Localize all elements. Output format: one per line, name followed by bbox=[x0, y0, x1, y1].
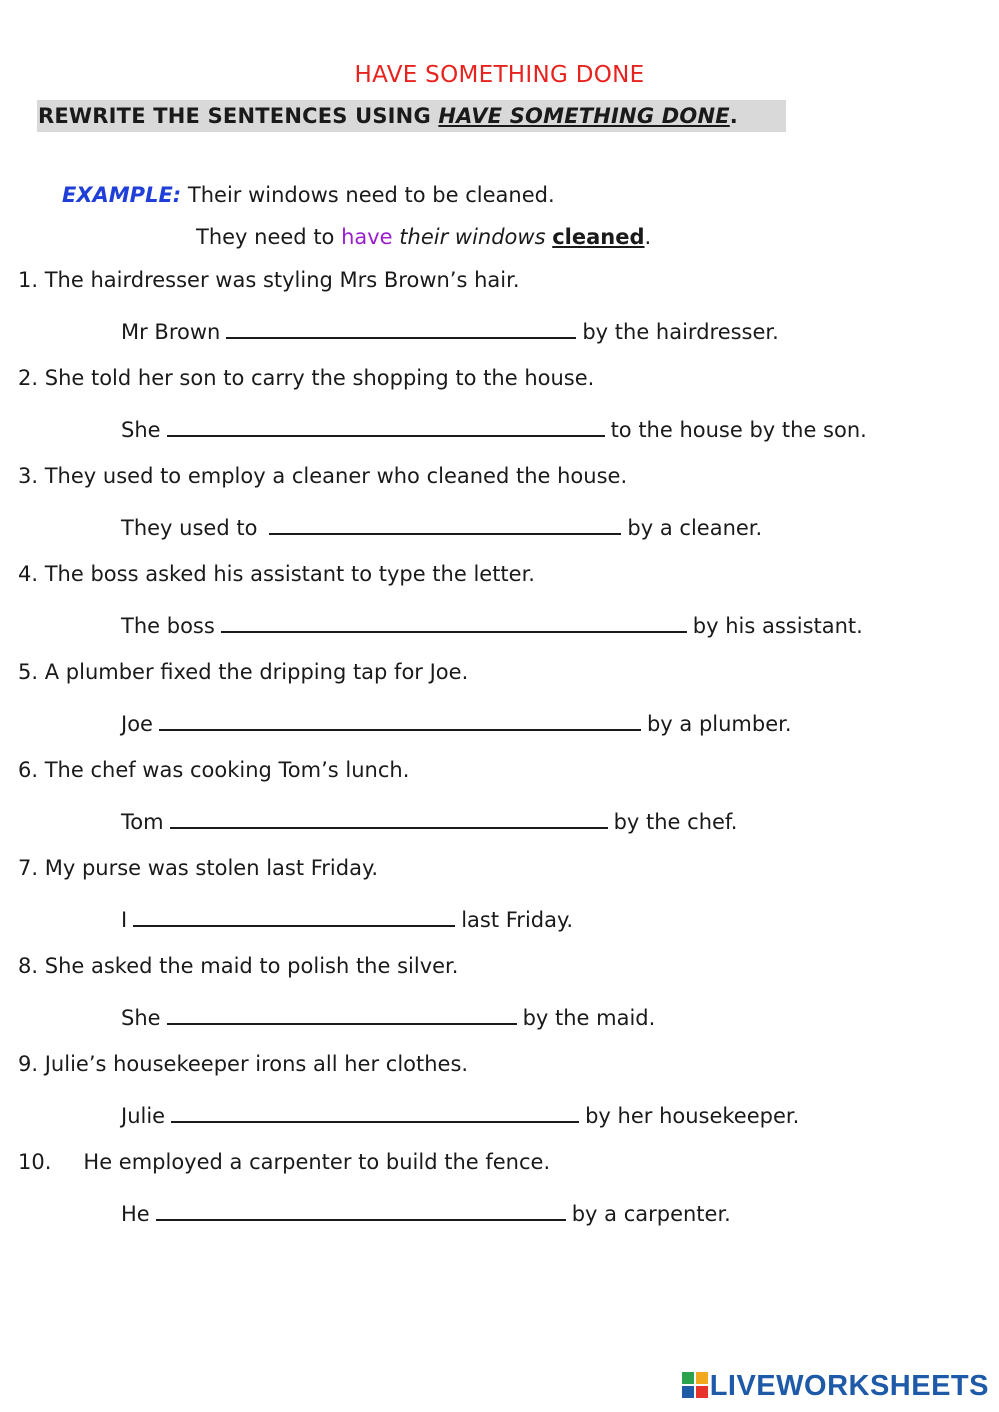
answer-start: She bbox=[121, 1006, 161, 1030]
instruction-suffix: . bbox=[729, 104, 738, 128]
item-3 bbox=[18, 464, 627, 488]
instruction bbox=[38, 104, 738, 128]
item-number: 8. bbox=[18, 954, 39, 978]
item-1 bbox=[18, 268, 520, 292]
item-6 bbox=[18, 758, 409, 782]
item-10 bbox=[18, 1150, 550, 1174]
example-label: EXAMPLE: bbox=[62, 183, 182, 207]
answer-blank[interactable] bbox=[159, 709, 641, 731]
answer-blank[interactable] bbox=[133, 905, 455, 927]
answer-blank[interactable] bbox=[221, 611, 687, 633]
answer-start: Tom bbox=[121, 810, 164, 834]
answer-end: by the chef. bbox=[613, 810, 738, 834]
answer-blank[interactable] bbox=[156, 1199, 566, 1221]
instruction-emphasis: HAVE SOMETHING DONE bbox=[438, 104, 730, 128]
answer-start: He bbox=[121, 1202, 150, 1226]
instruction-prefix: REWRITE THE SENTENCES USING bbox=[38, 104, 439, 128]
answer-end: by her housekeeper. bbox=[585, 1104, 800, 1128]
footer-brand bbox=[682, 1370, 989, 1403]
item-sentence: Julie’s housekeeper irons all her clothes. bbox=[44, 1052, 469, 1076]
example-answer-part2: their windows bbox=[399, 225, 546, 249]
item-4 bbox=[18, 562, 535, 586]
item-5 bbox=[18, 660, 468, 684]
item-number: 10. bbox=[18, 1150, 52, 1174]
answer-end: by the hairdresser. bbox=[582, 320, 779, 344]
answer-end: by a carpenter. bbox=[571, 1202, 731, 1226]
answer-blank[interactable] bbox=[269, 513, 621, 535]
example-answer-part3: cleaned bbox=[552, 225, 645, 249]
item-sentence: A plumber fixed the dripping tap for Joe. bbox=[44, 660, 469, 684]
example-answer-end: . bbox=[644, 225, 652, 249]
answer-row-1 bbox=[121, 317, 779, 344]
item-number: 4. bbox=[18, 562, 39, 586]
answer-row-9 bbox=[121, 1101, 799, 1128]
item-number: 3. bbox=[18, 464, 39, 488]
item-sentence: She told her son to carry the shopping to the house. bbox=[44, 366, 595, 390]
item-number: 2. bbox=[18, 366, 39, 390]
answer-blank[interactable] bbox=[170, 807, 608, 829]
answer-start: Julie bbox=[121, 1104, 166, 1128]
answer-end: by a plumber. bbox=[646, 712, 792, 736]
answer-end: last Friday. bbox=[461, 908, 574, 932]
item-2 bbox=[18, 366, 594, 390]
item-number: 9. bbox=[18, 1052, 39, 1076]
item-number: 6. bbox=[18, 758, 39, 782]
answer-row-2 bbox=[121, 415, 867, 442]
example-line bbox=[62, 183, 555, 207]
example-answer bbox=[196, 225, 651, 249]
answer-start: The boss bbox=[121, 614, 215, 638]
footer-brand-text: LIVEWORKSHEETS bbox=[709, 1370, 989, 1402]
answer-row-8 bbox=[121, 1003, 655, 1030]
item-sentence: My purse was stolen last Friday. bbox=[44, 856, 379, 880]
answer-row-6 bbox=[121, 807, 737, 834]
answer-blank[interactable] bbox=[167, 1003, 517, 1025]
answer-end: by the maid. bbox=[522, 1006, 656, 1030]
example-sentence: Their windows need to be cleaned. bbox=[187, 183, 555, 207]
item-sentence: The hairdresser was styling Mrs Brown’s hair. bbox=[44, 268, 520, 292]
item-number: 1. bbox=[18, 268, 39, 292]
answer-row-3 bbox=[121, 513, 762, 540]
item-sentence: He employed a carpenter to build the fence. bbox=[83, 1150, 551, 1174]
item-number: 7. bbox=[18, 856, 39, 880]
item-number: 5. bbox=[18, 660, 39, 684]
answer-start: Joe bbox=[121, 712, 153, 736]
answer-start: She bbox=[121, 418, 161, 442]
answer-row-5 bbox=[121, 709, 792, 736]
example-answer-part1: They need to bbox=[196, 225, 342, 249]
example-answer-have: have bbox=[341, 225, 393, 249]
answer-row-7 bbox=[121, 905, 573, 932]
worksheet-title: HAVE SOMETHING DONE bbox=[354, 62, 645, 88]
answer-row-4 bbox=[121, 611, 863, 638]
answer-row-10 bbox=[121, 1199, 731, 1226]
item-8 bbox=[18, 954, 458, 978]
liveworksheets-logo-icon bbox=[682, 1372, 708, 1398]
item-7 bbox=[18, 856, 378, 880]
answer-start: Mr Brown bbox=[121, 320, 221, 344]
answer-blank[interactable] bbox=[171, 1101, 579, 1123]
answer-end: to the house by the son. bbox=[610, 418, 867, 442]
item-9 bbox=[18, 1052, 468, 1076]
item-sentence: The chef was cooking Tom’s lunch. bbox=[44, 758, 410, 782]
answer-blank[interactable] bbox=[167, 415, 605, 437]
item-sentence: The boss asked his assistant to type the letter. bbox=[44, 562, 535, 586]
answer-blank[interactable] bbox=[226, 317, 576, 339]
answer-end: by his assistant. bbox=[692, 614, 863, 638]
answer-start: I bbox=[121, 908, 128, 932]
answer-start: They used to bbox=[121, 516, 258, 540]
item-sentence: She asked the maid to polish the silver. bbox=[44, 954, 459, 978]
answer-end: by a cleaner. bbox=[627, 516, 763, 540]
item-sentence: They used to employ a cleaner who cleaned the house. bbox=[44, 464, 628, 488]
